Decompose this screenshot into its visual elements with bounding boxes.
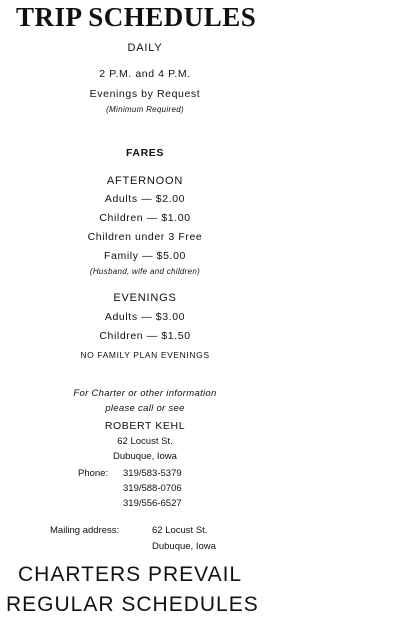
- contact-street: 62 Locust St.: [117, 436, 173, 447]
- schedule-heading: DAILY: [127, 42, 163, 54]
- footer-line-2: REGULAR SCHEDULES: [6, 593, 259, 616]
- contact-city: Dubuque, Iowa: [113, 451, 177, 462]
- no-family-plan-note: NO FAMILY PLAN EVENINGS: [80, 350, 210, 360]
- afternoon-under3-fare: Children under 3 Free: [87, 231, 203, 243]
- mailing-city: Dubuque, Iowa: [152, 541, 216, 552]
- afternoon-family-fare: Family — $5.00: [104, 250, 186, 262]
- contact-name: ROBERT KEHL: [104, 420, 186, 432]
- afternoon-heading: AFTERNOON: [106, 175, 184, 187]
- contact-intro-line2: please call or see: [105, 403, 185, 414]
- phone-number: 319/588-0706: [123, 483, 182, 494]
- contact-intro-line1: For Charter or other information: [73, 388, 217, 399]
- schedule-evenings: Evenings by Request: [89, 88, 201, 100]
- mailing-street: 62 Locust St.: [152, 525, 208, 536]
- mailing-label: Mailing address:: [50, 525, 120, 536]
- evening-children-fare: Children — $1.50: [99, 330, 191, 342]
- evenings-heading: EVENINGS: [113, 292, 177, 304]
- afternoon-children-fare: Children — $1.00: [99, 212, 191, 224]
- phone-label: Phone:: [78, 468, 109, 479]
- afternoon-adults-fare: Adults — $2.00: [104, 193, 186, 205]
- evening-adults-fare: Adults — $3.00: [104, 311, 186, 323]
- fares-heading: FARES: [125, 147, 164, 159]
- page-title: TRIP SCHEDULES: [16, 2, 257, 32]
- phone-number: 319/583-5379: [123, 468, 182, 479]
- schedule-times: 2 P.M. and 4 P.M.: [99, 68, 191, 80]
- family-note: (Husband, wife and children): [89, 267, 201, 276]
- minimum-note: (Minimum Required): [106, 105, 184, 114]
- phone-number: 319/556-6527: [123, 498, 182, 509]
- footer-line-1: CHARTERS PREVAIL: [18, 563, 243, 586]
